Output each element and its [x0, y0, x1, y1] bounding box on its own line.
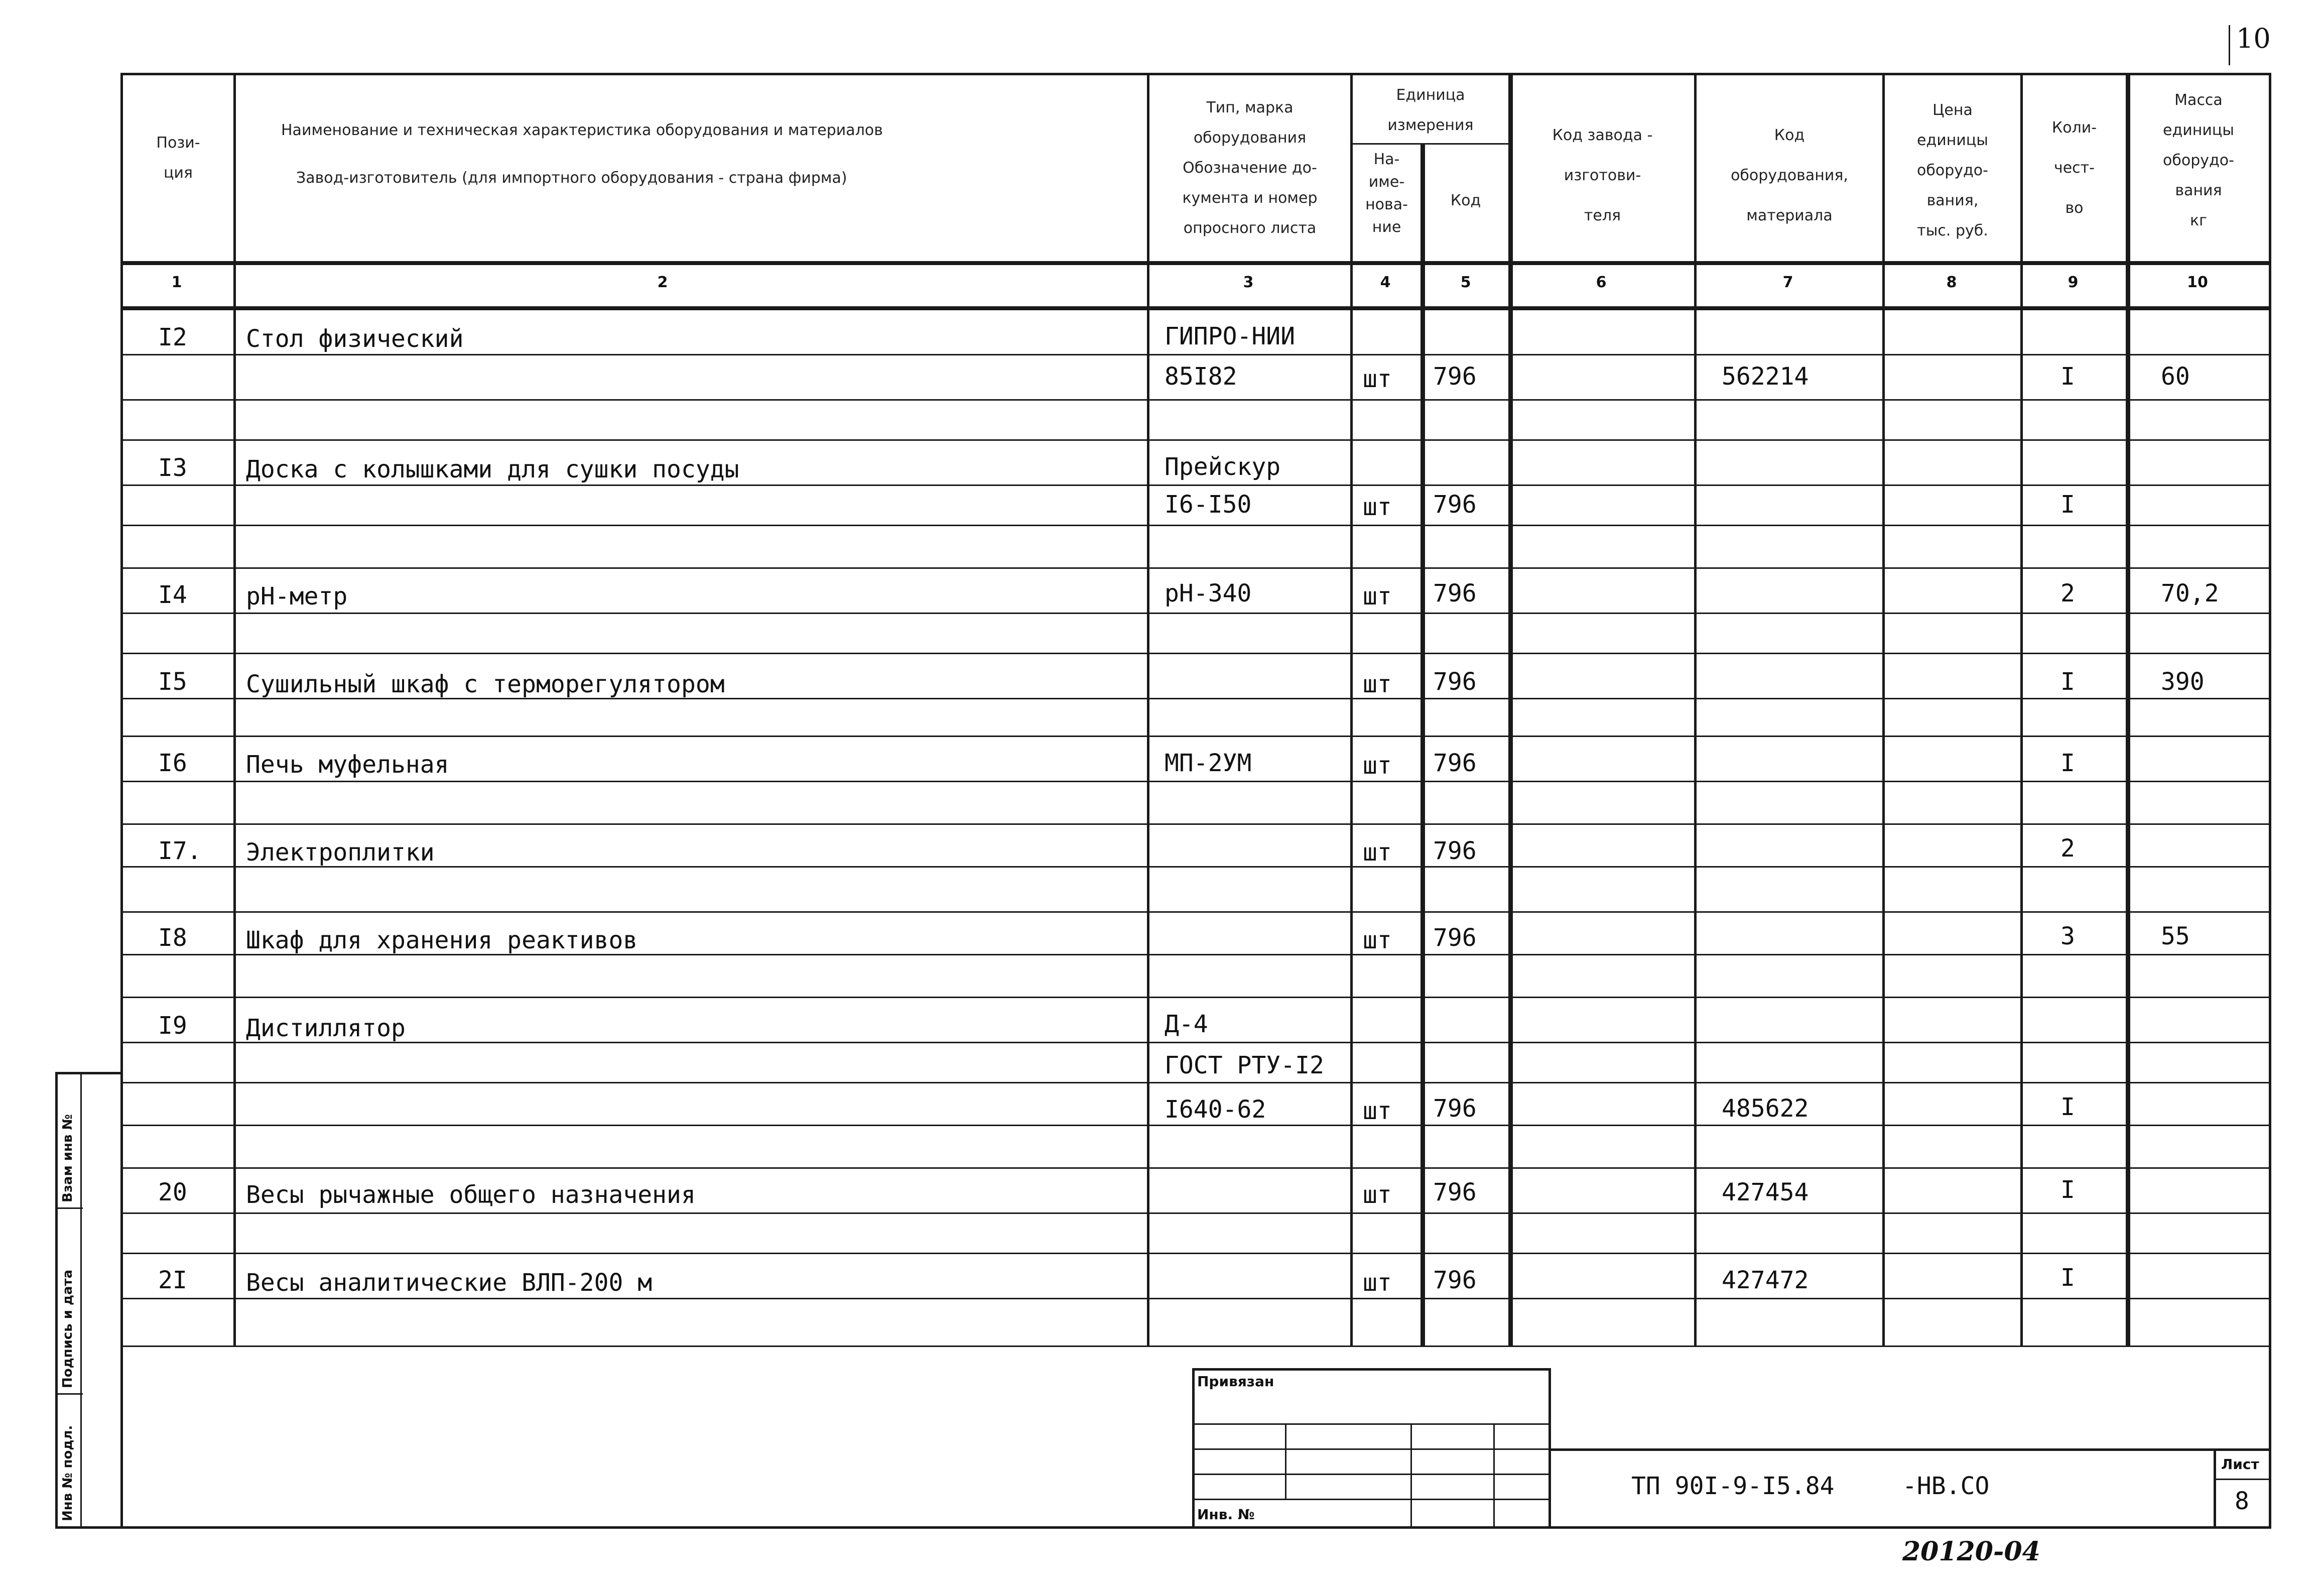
cell-quantity: I	[2060, 1093, 2075, 1121]
sheet-cell-divider	[2214, 1479, 2271, 1480]
row-line	[120, 1082, 2271, 1083]
page-number-mark	[2229, 25, 2230, 65]
side-label-vzam-inv: Взам инв №	[60, 1114, 75, 1202]
row-line	[120, 653, 2271, 654]
binding-stamp-col3	[1493, 1423, 1495, 1529]
cell-quantity: I	[2060, 362, 2075, 391]
binding-stamp-col1	[1285, 1423, 1286, 1499]
side-stamp-left	[55, 1072, 58, 1529]
col-number-1: 1	[171, 274, 182, 291]
col-line-4	[1350, 73, 1353, 1346]
cell-name: Сушильный шкаф с терморегулятором	[246, 670, 725, 698]
binding-stamp-line2	[1192, 1448, 1551, 1450]
cell-unit-code: 796	[1433, 668, 1477, 696]
header-unit-code: Код	[1450, 192, 1481, 209]
col-line-11	[2269, 73, 2271, 1346]
col-line-2	[233, 73, 236, 1346]
side-stamp-div1	[55, 1207, 83, 1209]
cell-position: 2I	[158, 1266, 187, 1294]
cell-type: МП-2УМ	[1165, 749, 1252, 777]
side-label-inv-podl: Инв № подл.	[60, 1425, 75, 1521]
col-number-5: 5	[1460, 274, 1471, 291]
cell-name: Шкаф для хранения реактивов	[246, 926, 638, 954]
cell-mass: 70,2	[2161, 579, 2219, 607]
cell-type: Д-4	[1165, 1010, 1208, 1038]
cell-position: I9	[158, 1012, 187, 1040]
col-line-8	[1882, 73, 1885, 1346]
cell-unit-code: 796	[1433, 491, 1477, 519]
row-line	[120, 1253, 2271, 1254]
header-unit-name: На- име- нова- ние	[1365, 151, 1408, 236]
row-line	[120, 1125, 2271, 1126]
row-line	[120, 736, 2271, 737]
cell-unit-code: 796	[1433, 837, 1477, 865]
cell-quantity: I	[2060, 1176, 2075, 1204]
cell-type: рН-340	[1165, 579, 1252, 607]
frame-bottom	[120, 1526, 2271, 1529]
cell-unit: шт	[1363, 582, 1392, 610]
cell-mass: 60	[2161, 362, 2190, 391]
col-number-3: 3	[1243, 274, 1254, 291]
cell-position: I7.	[158, 837, 202, 865]
binding-stamp-top	[1192, 1368, 1551, 1371]
cell-unit: шт	[1363, 838, 1392, 867]
cell-type: Прейскур	[1165, 453, 1281, 481]
cell-type: I640-62	[1165, 1095, 1266, 1124]
cell-name: Дистиллятор	[246, 1014, 406, 1042]
side-stamp-top	[55, 1072, 123, 1074]
col-number-4: 4	[1380, 274, 1391, 291]
cell-unit-code: 796	[1433, 749, 1477, 777]
row-line	[120, 439, 2271, 441]
cell-unit-code: 796	[1433, 1094, 1477, 1123]
title-block-top	[1548, 1448, 2271, 1451]
col-line-1	[120, 73, 123, 1529]
privyazan-label: Привязан	[1197, 1373, 1274, 1390]
page-number-top: 10	[2236, 23, 2271, 54]
row-line	[120, 567, 2271, 569]
header-type: Тип, марка оборудования Обозначение до- кумента и номер опросного листа	[1182, 99, 1318, 237]
cell-name: Электроплитки	[246, 838, 435, 867]
cell-unit-code: 796	[1433, 579, 1477, 607]
cell-unit: шт	[1363, 752, 1392, 780]
cell-unit: шт	[1363, 1181, 1392, 1209]
cell-position: I8	[158, 924, 187, 952]
col-line-3	[1147, 73, 1149, 1346]
cell-equipment-code: 485622	[1722, 1094, 1809, 1123]
binding-stamp-line3	[1192, 1474, 1551, 1475]
cell-unit: шт	[1363, 365, 1392, 393]
row-line	[120, 1042, 2271, 1043]
side-label-podpis-data: Подпись и дата	[60, 1269, 75, 1388]
cell-type: 85I82	[1165, 362, 1237, 391]
side-stamp-div2	[55, 1393, 83, 1395]
frame-right-lower	[2269, 1346, 2271, 1529]
side-stamp-mid	[80, 1072, 82, 1529]
cell-unit-code: 796	[1433, 1178, 1477, 1206]
header-position: Пози- ция	[156, 134, 200, 182]
cell-quantity: 2	[2060, 834, 2075, 863]
cell-quantity: I	[2060, 749, 2075, 777]
binding-stamp-line4	[1192, 1499, 1551, 1500]
cell-position: I2	[158, 323, 187, 351]
header-factory-code: Код завода - изготови- теля	[1552, 127, 1653, 224]
row-line	[120, 399, 2271, 401]
cell-position: 20	[158, 1178, 187, 1206]
col-number-8: 8	[1946, 274, 1957, 291]
cell-name: Доска с колышками для сушки посуды	[246, 455, 739, 483]
cell-name: Весы рычажные общего назначения	[246, 1181, 696, 1209]
cell-name: Стол физический	[246, 325, 464, 353]
row-line	[120, 354, 2271, 355]
cell-mass: 55	[2161, 922, 2190, 950]
header-unit-group: Единица измерения	[1387, 86, 1474, 134]
document-code: ТП 90I-9-I5.84	[1631, 1472, 1835, 1500]
cell-type: ГОСТ РТУ-I2	[1165, 1051, 1324, 1079]
inv-no-label: Инв. №	[1197, 1506, 1255, 1523]
units-divider	[1350, 143, 1511, 145]
row-line	[120, 781, 2271, 782]
cell-unit: шт	[1363, 1269, 1392, 1297]
row-line	[120, 484, 2271, 486]
cell-unit-code: 796	[1433, 924, 1477, 952]
cell-quantity: 2	[2060, 579, 2075, 607]
table-bottom-line	[120, 1346, 2271, 1347]
cell-type: ГИПРО-НИИ	[1165, 322, 1296, 350]
cell-unit: шт	[1363, 493, 1392, 521]
row-line	[120, 1167, 2271, 1169]
cell-unit: шт	[1363, 926, 1392, 954]
cell-equipment-code: 427454	[1722, 1178, 1809, 1206]
cell-position: I3	[158, 454, 187, 482]
col-number-7: 7	[1782, 274, 1793, 291]
col-line-6	[1508, 73, 1513, 1346]
side-stamp-bottom	[55, 1526, 123, 1529]
col-number-6: 6	[1596, 274, 1607, 291]
sheet-label: Лист	[2221, 1456, 2259, 1473]
colnum-bottom-border	[120, 306, 2271, 310]
col-number-9: 9	[2068, 274, 2079, 291]
sheet-number: 8	[2235, 1487, 2249, 1515]
header-quantity: Коли- чест- во	[2051, 119, 2097, 217]
header-mass: Масса единицы оборудо- вания кг	[2163, 91, 2234, 229]
row-line	[120, 1212, 2271, 1214]
col-number-10: 10	[2187, 274, 2208, 291]
col-line-9	[2020, 73, 2023, 1346]
cell-unit: шт	[1363, 670, 1392, 698]
cell-mass: 390	[2161, 668, 2205, 696]
header-name-line2: Завод-изготовитель (для импортного оборудования - страна фирма)	[296, 169, 847, 187]
header-bottom-border	[120, 261, 2271, 265]
col-line-10	[2126, 73, 2130, 1346]
row-line	[120, 911, 2271, 913]
cell-position: I6	[158, 749, 187, 777]
cell-quantity: I	[2060, 491, 2075, 519]
row-line	[120, 525, 2271, 526]
cell-position: I5	[158, 668, 187, 696]
cell-equipment-code: 562214	[1722, 362, 1809, 391]
cell-quantity: I	[2060, 668, 2075, 696]
row-line	[120, 866, 2271, 868]
cell-name: Весы аналитические ВЛП-200 м	[246, 1269, 653, 1297]
cell-name: рН-метр	[246, 582, 348, 610]
cell-equipment-code: 427472	[1722, 1266, 1809, 1294]
col-line-5	[1421, 143, 1425, 1346]
row-line	[120, 613, 2271, 614]
col-number-2: 2	[657, 274, 668, 291]
header-name-line1: Наименование и техническая характеристика оборудования и материалов	[281, 121, 883, 139]
binding-stamp-col2	[1410, 1423, 1412, 1529]
col-line-7	[1694, 73, 1697, 1346]
cell-unit-code: 796	[1433, 362, 1477, 391]
cell-unit: шт	[1363, 1097, 1392, 1125]
cell-name: Печь муфельная	[246, 751, 449, 779]
sheet-cell-left	[2214, 1448, 2216, 1529]
cell-type: I6-I50	[1165, 491, 1252, 519]
row-line	[120, 997, 2271, 998]
cell-quantity: 3	[2060, 922, 2075, 950]
binding-stamp-left	[1192, 1368, 1195, 1529]
handwritten-number: 20120-04	[1902, 1536, 2040, 1567]
document-suffix: -НВ.СО	[1902, 1472, 1990, 1500]
binding-stamp-line1	[1192, 1423, 1551, 1425]
header-price: Цена единицы оборудо- вания, тыс. руб.	[1917, 101, 1988, 239]
cell-unit-code: 796	[1433, 1266, 1477, 1294]
header-equipment-code: Код оборудования, материала	[1731, 127, 1848, 224]
cell-position: I4	[158, 581, 187, 609]
row-line	[120, 823, 2271, 825]
row-line	[120, 1298, 2271, 1299]
cell-quantity: I	[2060, 1264, 2075, 1292]
table-top-border	[120, 73, 2271, 75]
